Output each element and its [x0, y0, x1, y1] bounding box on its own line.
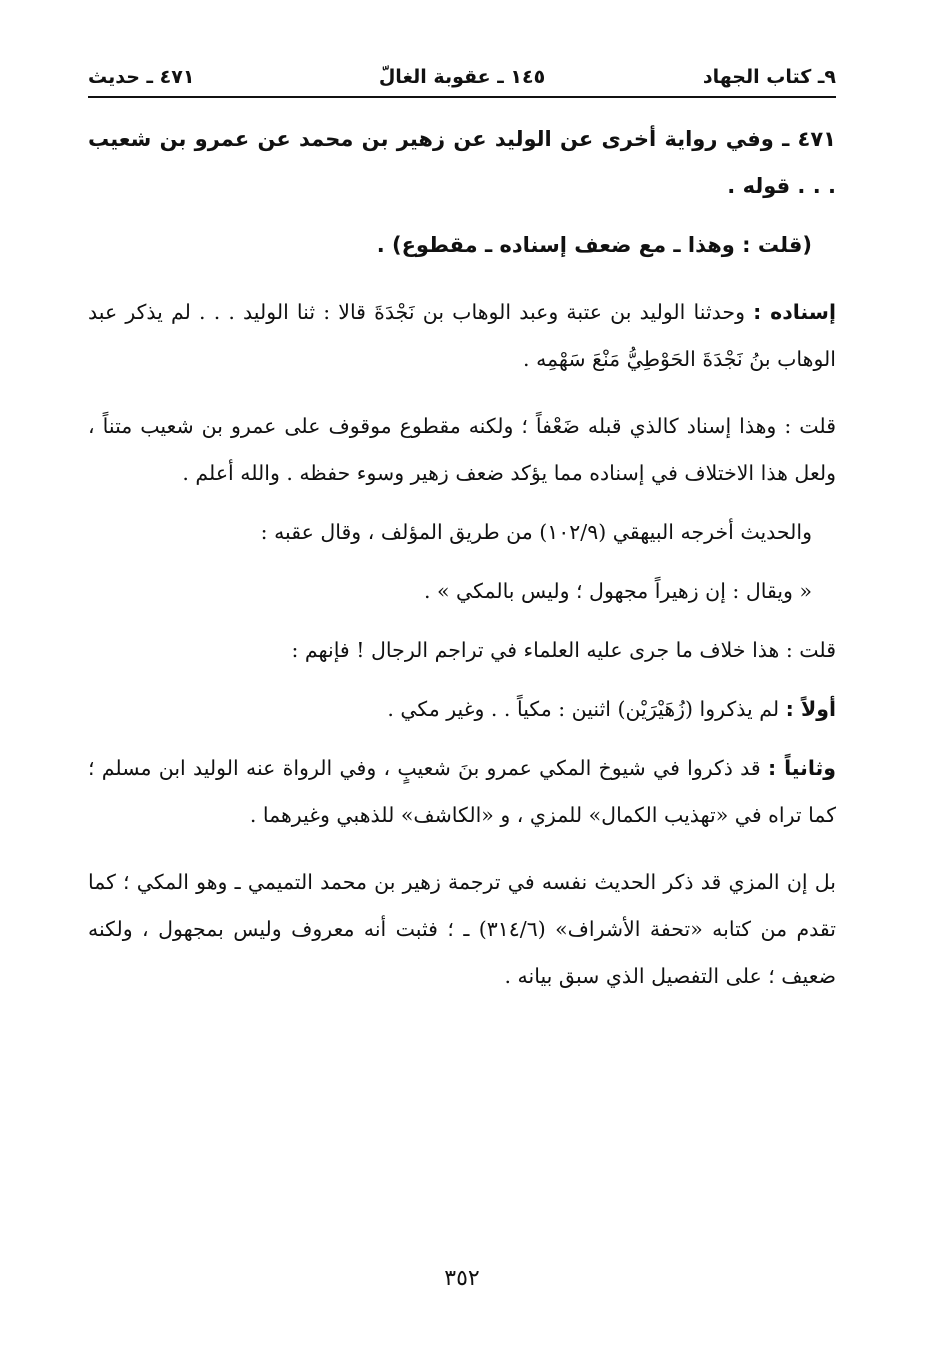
- commentary-paragraph-1: قلت : وهذا إسناد كالذي قبله ضَعْفاً ؛ ولكنه مقطوع موقوف على عمرو بن شعيب متناً ، ولعل هذا الاختلاف في إسناده مما يؤكد ضعف زهير وسوء حفظه . والله أعلم .: [88, 414, 836, 485]
- point-first-text: لم يذكروا (زُهَيْرَيْن) اثنين : مكياً . . وغير مكي .: [387, 697, 780, 721]
- header-book-title: ٩ـ كتاب الجهاد: [702, 66, 836, 88]
- commentary-paragraph-2: قلت : هذا خلاف ما جرى عليه العلماء في تراجم الرجال ! فإنهم :: [291, 638, 836, 662]
- point-first-label: أولاً :: [785, 697, 836, 721]
- page-number: ٣٥٢: [444, 1266, 480, 1291]
- isnad-paragraph: [88, 289, 836, 383]
- takhrij-paragraph: والحديث أخرجه البيهقي (١٠٢/٩) من طريق المؤلف ، وقال عقبه :: [260, 520, 812, 544]
- hadith-text: ٤٧١ ـ وفي رواية أخرى عن الوليد عن زهير بن محمد عن عمرو بن شعيب . . . قوله .: [88, 127, 836, 198]
- bayhaqi-quote: « ويقال : إن زهيراً مجهول ؛ وليس بالمكي » .: [423, 579, 812, 603]
- running-header: [88, 58, 836, 98]
- point-second-text: قد ذكروا في شيوخ المكي عمرو بنَ شعيبٍ ، وفي الرواة عنه الوليد ابن مسلم ؛ كما تراه في «تهذيب الكمال» للمزي ، و «الكاشف» للذهبي وغيرهما .: [88, 756, 836, 827]
- page-body: [88, 116, 836, 1000]
- point-second: [88, 745, 836, 839]
- book-page: [88, 58, 836, 1318]
- point-second-label: وثانياً :: [768, 756, 836, 780]
- header-hadith-number: ٤٧١ ـ حديث: [88, 66, 195, 88]
- point-first: [88, 686, 836, 733]
- isnad-label: إسناده :: [753, 300, 836, 324]
- commentary-paragraph-3: بل إن المزي قد ذكر الحديث نفسه في ترجمة زهير بن محمد التميمي ـ وهو المكي ؛ كما تقدم من كتابه «تحفة الأشراف» (٣١٤/٦) ـ ؛ فثبت أنه معروف وليس بمجهول ، ولكنه ضعيف ؛ على التفصيل الذي سبق بيانه .: [88, 870, 836, 988]
- isnad-text: وحدثنا الوليد بن عتبة وعبد الوهاب بن نَجْدَةَ قالا : ثنا الوليد . . . لم يذكر عبد الوهاب بنُ نَجْدَةَ الحَوْطِيُّ مَنْعَ سَهْمِه .: [88, 300, 836, 371]
- author-note: (قلت : وهذا ـ مع ضعف إسناده ـ مقطوع) .: [376, 233, 812, 257]
- header-chapter-title: ١٤٥ ـ عقوبة الغالّ: [378, 66, 546, 88]
